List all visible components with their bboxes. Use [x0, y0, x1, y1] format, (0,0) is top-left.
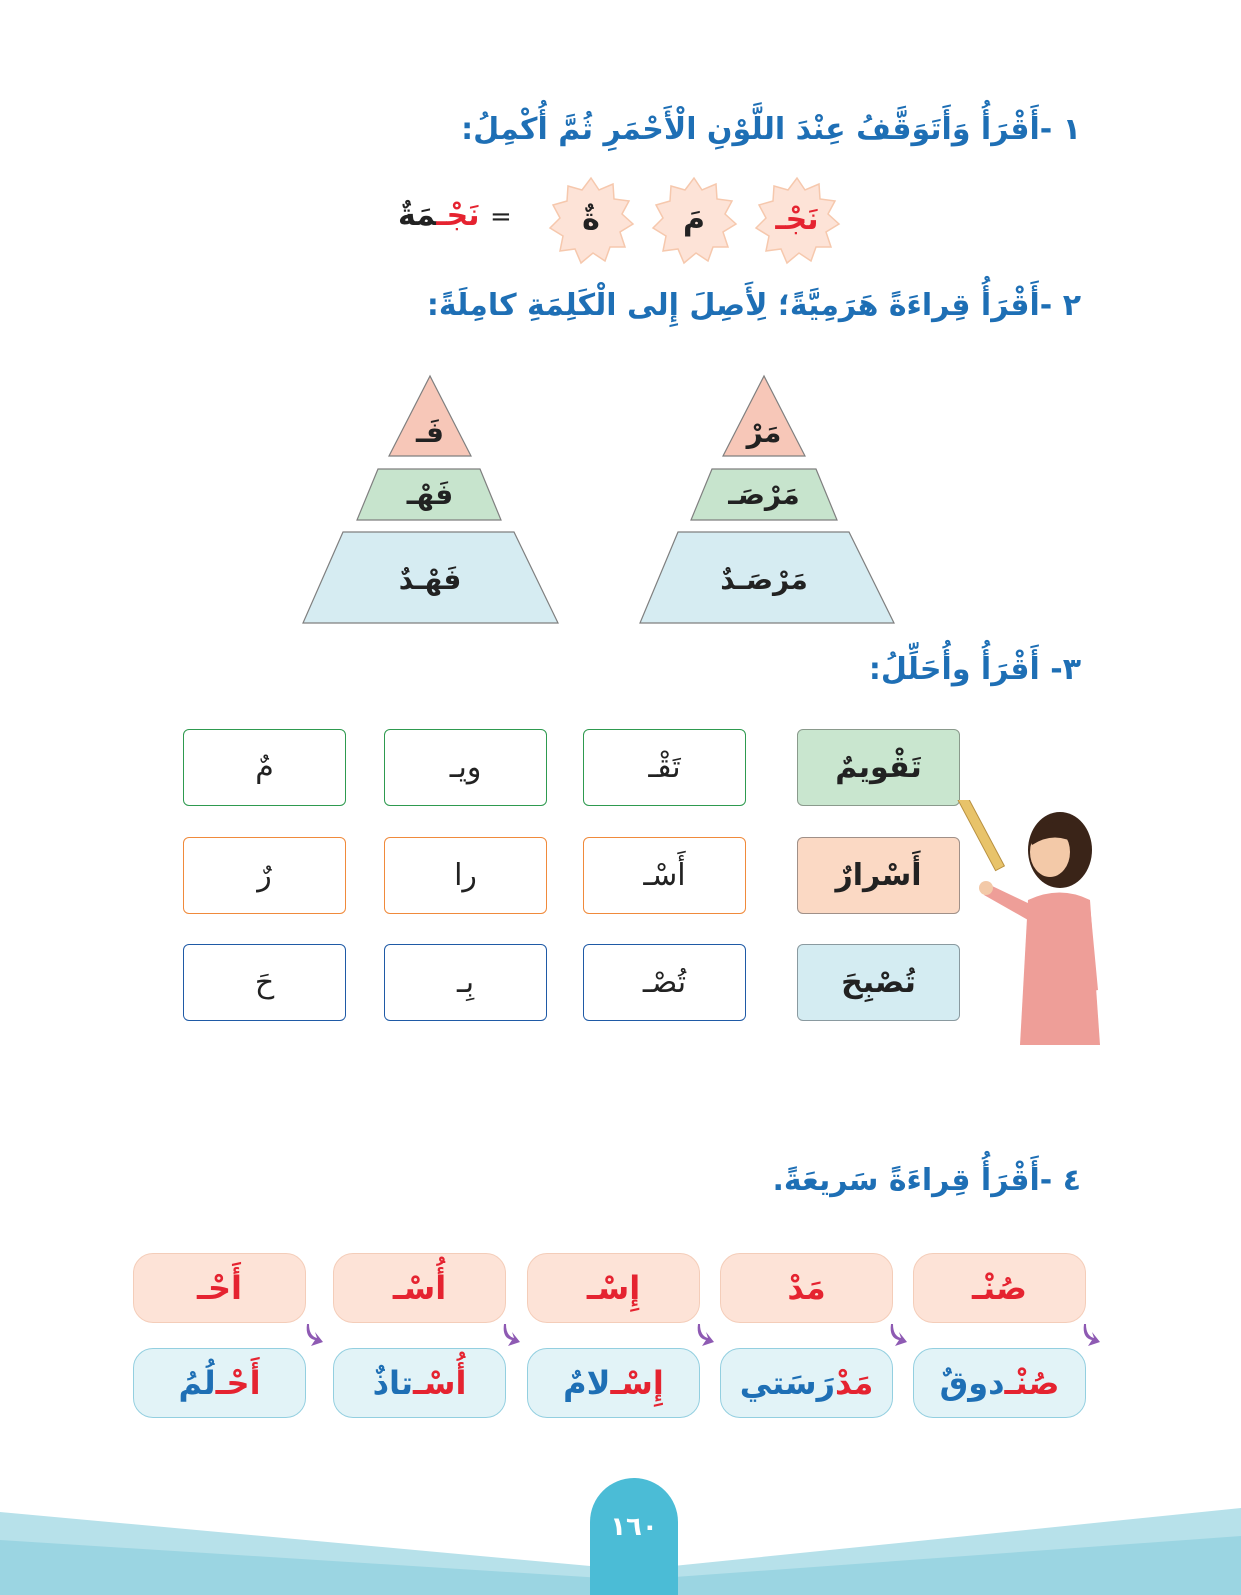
star-label: مَ — [683, 202, 705, 237]
section3-heading: ٣- أَقْرَأُ وأُحَلِّلُ: — [868, 652, 1081, 687]
word-pill — [527, 1348, 700, 1418]
syllable-pill: أُسْـ — [333, 1253, 506, 1323]
syllable-cell: تُصْـ — [583, 944, 746, 1021]
word-rest-part: تاذٌ — [372, 1364, 414, 1402]
pyramid-left-tier-2: فَهْـ — [406, 478, 454, 511]
pyramids-drawing — [0, 0, 1241, 640]
syllable-pill: صُنْـ — [913, 1253, 1086, 1323]
section2-heading: ٢ -أَقْرَأُ قِراءَةً هَرَمِيَّةً؛ لِأَصِلَ إِلى الْكَلِمَةِ كامِلَةً: — [426, 288, 1081, 323]
word-pill — [133, 1348, 306, 1418]
syllable-pill: أَحْـ — [133, 1253, 306, 1323]
word-red-part: مَدْ — [835, 1364, 874, 1402]
syllable-cell: مٌ — [183, 729, 346, 806]
word-red-part: صُنْـ — [1004, 1364, 1060, 1402]
down-arrow-icon — [305, 1322, 325, 1350]
star-label: نَجْـ — [775, 202, 819, 237]
section1-heading: ١ -أَقْرَأُ وَأَتَوَقَّفُ عِنْدَ اللَّوْنِ الْأَحْمَرِ ثُمَّ أُكْمِلُ: — [461, 112, 1081, 147]
word-rest-part: لُمُ — [178, 1364, 216, 1402]
syllable-cell: ويـ — [384, 729, 547, 806]
down-arrow-icon — [889, 1322, 909, 1350]
syllable-cell: تَقْـ — [583, 729, 746, 806]
word-red-part: أَحْـ — [215, 1364, 261, 1402]
word-cell-tusbih: تُصْبِحَ — [797, 944, 960, 1021]
pyramid-left-tier-3: فَهْـدٌ — [398, 563, 462, 596]
word-cell-taqweem: تَقْويمٌ — [797, 729, 960, 806]
syllable-cell: أَسْـ — [583, 837, 746, 914]
word-red-part: أُسْـ — [413, 1364, 467, 1402]
syllable-cell: را — [384, 837, 547, 914]
pyramid-left-tier-1: فَـ — [416, 416, 444, 449]
word-pill — [913, 1348, 1086, 1418]
syllable-cell: حَ — [183, 944, 346, 1021]
page-number: ١٦٠ — [590, 1478, 678, 1595]
pyramid-right-tier-2: مَرْصَـ — [728, 478, 800, 511]
result-black-part: مَةٌ — [398, 198, 437, 233]
down-arrow-icon — [1082, 1322, 1102, 1350]
star-label: ةٌ — [582, 202, 600, 237]
pyramid-right-tier-1: مَرْ — [746, 416, 782, 449]
word-pill — [333, 1348, 506, 1418]
result-red-part: نَجْـ — [436, 198, 480, 233]
syllable-pill: مَدْ — [720, 1253, 893, 1323]
syllable-pill: إِسْـ — [527, 1253, 700, 1323]
word-rest-part: رَسَتي — [739, 1364, 836, 1402]
section4-heading: ٤ -أَقْرَأُ قِراءَةً سَريعَةً. — [772, 1163, 1081, 1198]
down-arrow-icon — [696, 1322, 716, 1350]
pyramid-right-tier-3: مَرْصَـدٌ — [720, 563, 808, 596]
word-red-part: إِسْـ — [610, 1364, 664, 1402]
syllable-cell: رٌ — [183, 837, 346, 914]
word-cell-asrar: أَسْرارٌ — [797, 837, 960, 914]
equals-sign: = — [490, 202, 512, 232]
down-arrow-icon — [502, 1322, 522, 1350]
word-pill — [720, 1348, 893, 1418]
word-rest-part: دوقٌ — [939, 1364, 1005, 1402]
syllable-cell: بِـ — [384, 944, 547, 1021]
word-rest-part: لامٌ — [563, 1364, 611, 1402]
girl-pointing-illustration — [950, 800, 1110, 1045]
